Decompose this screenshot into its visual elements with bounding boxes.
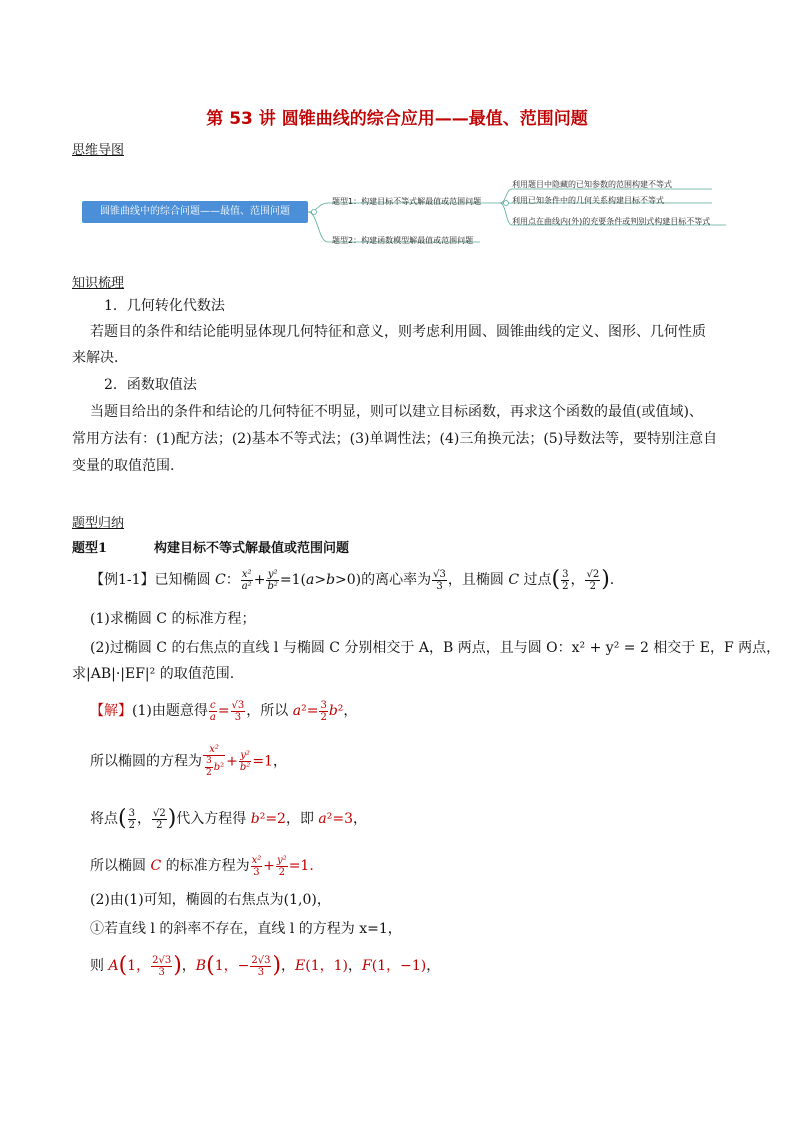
example-label: 【例1-1】 — [90, 572, 155, 588]
example-q1: (1)求椭圆 C 的标准方程； — [90, 611, 256, 627]
mindmap-leaf-3: 利用点在曲线内(外)的充要条件或判别式构建目标不等式 — [512, 217, 711, 226]
solution-line3: 将点( $\frac{3}{2}$ ， $\frac{√2}{2}$ )代入方程得 b²=2，即 a²=3， — [90, 806, 368, 831]
type1-label: 题型1 — [72, 541, 108, 556]
knowledge-heading: 知识梳理 — [72, 276, 125, 291]
page-title: 第 53 讲 圆锥曲线的综合应用——最值、范围问题 — [206, 109, 588, 129]
knowledge-item2-line3: 变量的取值范围. — [72, 458, 175, 474]
knowledge-item1-title: 1．几何转化代数法 — [104, 298, 225, 314]
mindmap-leaf-1: 利用题目中隐藏的已知参数的范围构建不等式 — [512, 180, 672, 189]
knowledge-item2-title: 2．函数取值法 — [104, 377, 197, 393]
knowledge-item2-line2: 常用方法有：(1)配方法；(2)基本不等式法；(3)单调性法；(4)三角换元法；(5)导数法等，要特别注意自 — [72, 431, 718, 447]
mindmap-type2: 题型2：构建函数模型解最值或范围问题 — [332, 236, 474, 245]
example-q2-line2: 求|AB|·|EF|² 的取值范围. — [72, 666, 235, 682]
solution-line5: (2)由(1)可知，椭圆的右焦点为(1,0)， — [90, 892, 331, 908]
knowledge-item1-line1: 若题目的条件和结论能明显体现几何特征和意义，则考虑利用圆、圆锥曲线的定义、图形、几何性质 — [90, 324, 706, 340]
type1-title: 构建目标不等式解最值或范围问题 — [154, 541, 350, 556]
solution-line2: 所以椭圆的方程为 x² $\frac{3}{2}$ b² + $\frac{\text{y²}}{\text{b²}}$ =1， — [90, 744, 287, 778]
mindmap-type1: 题型1：构建目标不等式解最值或范围问题 — [332, 197, 482, 206]
example-stem: 【例1-1】已知椭圆 C： $\frac{\text{x²}}{\text{a²}}$ + $\frac{\text{y²}}{\text{b²}}$ =1(a>b>0)的离心率为 $\frac{√3}{3}$ ，且椭圆 C 过点( $\frac{3}{2}$ ， $\frac{√2}{2}$ ). — [90, 567, 615, 592]
mindmap-leaf-2: 利用已知条件中的几何关系构建目标不等式 — [512, 196, 664, 205]
mindmap-root: 圆锥曲线中的综合问题——最值、范围问题 — [82, 201, 308, 223]
example-q2-line1: (2)过椭圆 C 的右焦点的直线 l 与椭圆 C 分别相交于 A，B 两点，且与圆 O：x² + y² = 2 相交于 E，F 两点， — [90, 640, 781, 656]
solution-line4: 所以椭圆 C 的标准方程为 $\frac{\text{x²}}{3}$ + $\frac{\text{y²}}{2}$ =1. — [90, 854, 314, 878]
solution-label: 【解】 — [90, 703, 132, 719]
types-heading: 题型归纳 — [72, 516, 125, 531]
knowledge-item1-line2: 来解决． — [72, 350, 128, 366]
knowledge-item2-line1: 当题目给出的条件和结论的几何特征不明显，则可以建立目标函数，再求这个函数的最值(或值域)、 — [90, 404, 703, 420]
mindmap-heading: 思维导图 — [72, 143, 125, 158]
solution-line1: 【解】(1)由题意得 $\frac{c}{a}$ = $\frac{√3}{3}$ ，所以 a²= $\frac{3}{2}$ b²， — [90, 699, 358, 723]
solution-line6: ①若直线 l 的斜率不存在，直线 l 的方程为 x=1， — [90, 921, 402, 937]
solution-line7: 则 A(1， $\frac{2√3}{3}$ )，B(1，− $\frac{2√3}{3}$ )，E(1，1)，F(1，−1)， — [90, 953, 441, 978]
